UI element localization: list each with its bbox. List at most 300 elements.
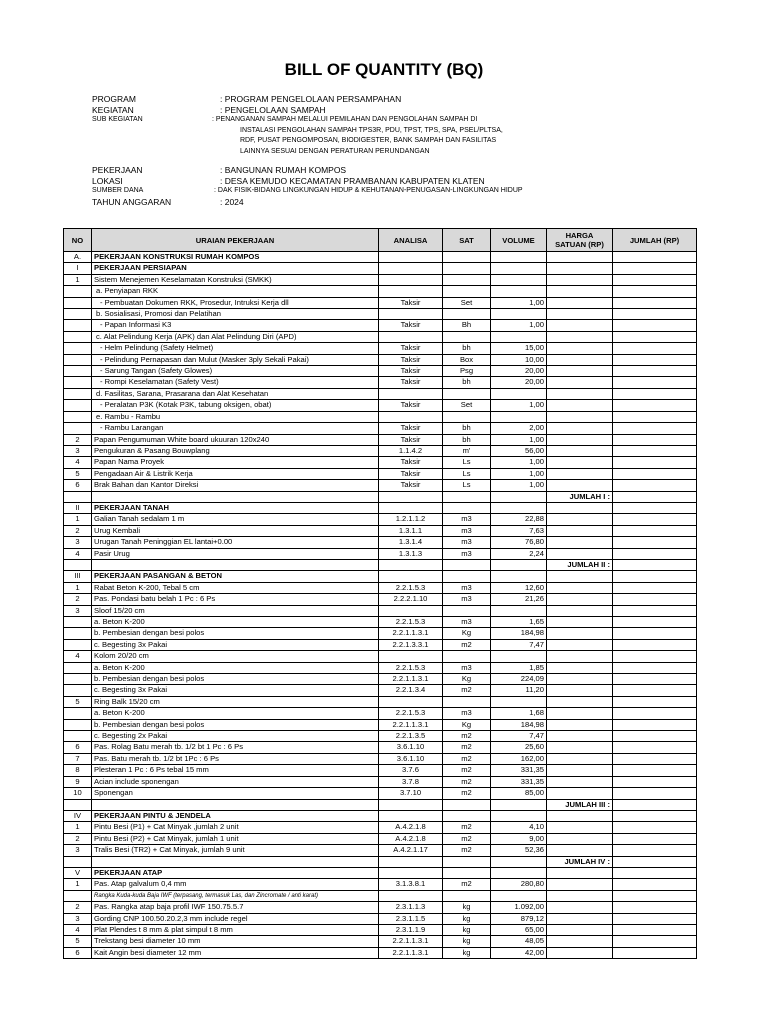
cell-sat: Ls	[443, 468, 491, 479]
cell-sat: kg	[443, 913, 491, 924]
subtotal-label: JUMLAH IV :	[547, 856, 613, 867]
cell-no: 2	[64, 525, 92, 536]
cell-jumlah	[613, 297, 697, 308]
cell-analisa: Taksir	[379, 377, 443, 388]
cell-uraian: Plat Plendes t 8 mm & plat simpul t 8 mm	[92, 924, 379, 935]
table-row	[64, 411, 697, 422]
cell-uraian: a. Penyiapan RKK	[92, 286, 379, 297]
cell-volume: 85,00	[491, 788, 547, 799]
header-jumlah: JUMLAH (RP)	[613, 229, 697, 252]
cell-sat: m2	[443, 788, 491, 799]
subkegiatan-line4: LAINNYA SESUAI DENGAN PERATURAN PERUNDANGAN	[240, 147, 430, 155]
subkegiatan-spacer	[92, 147, 220, 158]
cell-analisa: 2.2.1.1.3.1	[379, 947, 443, 958]
cell-no	[64, 411, 92, 422]
cell-harga-satuan	[547, 651, 613, 662]
subtotal-label: JUMLAH III :	[547, 799, 613, 810]
cell-uraian: c. Begesting 3x Pakai	[92, 639, 379, 650]
cell-analisa: Taksir	[379, 480, 443, 491]
cell-volume: 331,35	[491, 776, 547, 787]
header-no: NO	[64, 229, 92, 252]
cell-analisa: Taksir	[379, 343, 443, 354]
cell-volume	[491, 411, 547, 422]
cell-jumlah	[613, 833, 697, 844]
cell-no: 3	[64, 445, 92, 456]
cell-analisa: 2.2.1.5.3	[379, 708, 443, 719]
cell-volume	[491, 263, 547, 274]
cell-uraian: a. Beton K-200	[92, 617, 379, 628]
cell-sat: Set	[443, 297, 491, 308]
cell-harga-satuan	[547, 913, 613, 924]
cell-analisa: Taksir	[379, 297, 443, 308]
cell-uraian	[92, 856, 379, 867]
table-row	[64, 286, 697, 297]
cell-no: V	[64, 867, 92, 878]
cell-sat: m3	[443, 662, 491, 673]
kegiatan-label: KEGIATAN	[92, 104, 134, 115]
cell-volume: 184,98	[491, 719, 547, 730]
cell-analisa	[379, 411, 443, 422]
cell-no: 3	[64, 845, 92, 856]
cell-no	[64, 639, 92, 650]
cell-uraian: Papan Pengumuman White board ukuuran 120x240	[92, 434, 379, 445]
table-row	[64, 274, 697, 285]
cell-volume: 22,88	[491, 514, 547, 525]
cell-analisa: 1.1.4.2	[379, 445, 443, 456]
cell-uraian: b. Sosialisasi, Promosi dan Pelatihan	[92, 309, 379, 320]
cell-uraian: - Helm Pelindung (Safety Helmet)	[92, 343, 379, 354]
cell-sat	[443, 263, 491, 274]
cell-analisa: 3.1.3.8.1	[379, 879, 443, 890]
cell-jumlah	[613, 822, 697, 833]
cell-jumlah	[613, 537, 697, 548]
cell-uraian: Trekstang besi diameter 10 mm	[92, 936, 379, 947]
cell-sat: bh	[443, 423, 491, 434]
cell-volume	[491, 867, 547, 878]
cell-volume: 331,35	[491, 765, 547, 776]
cell-analisa	[379, 491, 443, 502]
table-row	[64, 480, 697, 491]
cell-uraian: PEKERJAAN TANAH	[92, 502, 379, 513]
cell-volume: 1.092,00	[491, 902, 547, 913]
cell-sat: m2	[443, 833, 491, 844]
cell-uraian: Papan Nama Proyek	[92, 457, 379, 468]
kegiatan-value: : PENGELOLAAN SAMPAH	[220, 104, 326, 115]
cell-harga-satuan	[547, 662, 613, 673]
cell-harga-satuan	[547, 924, 613, 935]
cell-jumlah	[613, 639, 697, 650]
cell-harga-satuan	[547, 833, 613, 844]
cell-volume: 21,26	[491, 594, 547, 605]
cell-sat	[443, 491, 491, 502]
cell-harga-satuan	[547, 400, 613, 411]
cell-volume	[491, 274, 547, 285]
cell-volume: 280,80	[491, 879, 547, 890]
cell-uraian: - Papan Informasi K3	[92, 320, 379, 331]
cell-harga-satuan	[547, 286, 613, 297]
cell-harga-satuan	[547, 639, 613, 650]
cell-no: 3	[64, 913, 92, 924]
cell-uraian: Acian include sponengan	[92, 776, 379, 787]
cell-analisa	[379, 799, 443, 810]
sumber-dana-label: SUMBER DANA	[92, 187, 144, 194]
cell-harga-satuan	[547, 274, 613, 285]
cell-uraian: PEKERJAAN KONSTRUKSI RUMAH KOMPOS	[92, 252, 379, 263]
cell-jumlah	[613, 377, 697, 388]
cell-volume: 15,00	[491, 343, 547, 354]
table-row	[64, 947, 697, 958]
cell-sat	[443, 286, 491, 297]
cell-harga-satuan	[547, 867, 613, 878]
cell-no: 1	[64, 514, 92, 525]
cell-harga-satuan	[547, 936, 613, 947]
cell-no	[64, 708, 92, 719]
cell-no	[64, 719, 92, 730]
cell-jumlah	[613, 890, 697, 901]
cell-jumlah	[613, 924, 697, 935]
cell-jumlah	[613, 605, 697, 616]
info-tahun	[92, 197, 752, 208]
cell-volume	[491, 890, 547, 901]
cell-volume	[491, 651, 547, 662]
cell-sat	[443, 559, 491, 570]
subtotal-label: JUMLAH I :	[547, 491, 613, 502]
table-row	[64, 890, 697, 901]
table-row	[64, 742, 697, 753]
cell-harga-satuan	[547, 628, 613, 639]
cell-volume: 12,60	[491, 582, 547, 593]
cell-jumlah	[613, 411, 697, 422]
cell-uraian: c. Begesting 2x Pakai	[92, 731, 379, 742]
cell-sat	[443, 651, 491, 662]
cell-sat: Bh	[443, 320, 491, 331]
cell-harga-satuan	[547, 263, 613, 274]
cell-volume: 1,00	[491, 320, 547, 331]
cell-no	[64, 400, 92, 411]
cell-no: 1	[64, 582, 92, 593]
cell-uraian: b. Pembesian dengan besi polos	[92, 628, 379, 639]
cell-volume	[491, 502, 547, 513]
cell-no	[64, 366, 92, 377]
cell-volume: 7,63	[491, 525, 547, 536]
cell-harga-satuan	[547, 434, 613, 445]
cell-analisa	[379, 571, 443, 582]
cell-uraian: Kait Angin besi diameter 12 mm	[92, 947, 379, 958]
cell-sat: m3	[443, 617, 491, 628]
cell-no: 8	[64, 765, 92, 776]
cell-no	[64, 331, 92, 342]
subkegiatan-label: SUB KEGIATAN	[92, 116, 143, 123]
cell-jumlah	[613, 559, 697, 570]
table-row	[64, 297, 697, 308]
header-analisa: ANALISA	[379, 229, 443, 252]
cell-sat: m3	[443, 537, 491, 548]
cell-uraian	[92, 559, 379, 570]
cell-sat	[443, 571, 491, 582]
cell-jumlah	[613, 400, 697, 411]
cell-harga-satuan	[547, 822, 613, 833]
table-row	[64, 354, 697, 365]
cell-volume	[491, 799, 547, 810]
cell-jumlah	[613, 502, 697, 513]
cell-jumlah	[613, 354, 697, 365]
cell-uraian: PEKERJAAN PERSIAPAN	[92, 263, 379, 274]
cell-no: IV	[64, 810, 92, 821]
cell-sat	[443, 810, 491, 821]
cell-sat: m3	[443, 708, 491, 719]
table-row	[64, 423, 697, 434]
cell-volume: 1,85	[491, 662, 547, 673]
cell-analisa: 2.3.1.1.5	[379, 913, 443, 924]
cell-sat: m3	[443, 548, 491, 559]
cell-jumlah	[613, 582, 697, 593]
cell-sat	[443, 388, 491, 399]
cell-analisa: 2.2.1.1.3.1	[379, 936, 443, 947]
cell-jumlah	[613, 742, 697, 753]
table-row	[64, 343, 697, 354]
cell-no	[64, 685, 92, 696]
cell-volume: 65,00	[491, 924, 547, 935]
subtotal-row	[64, 799, 697, 810]
cell-uraian: Tralis Besi (TR2) + Cat Minyak, jumlah 9 unit	[92, 845, 379, 856]
cell-volume: 1,00	[491, 434, 547, 445]
info-subkegiatan-line4	[92, 147, 752, 158]
cell-jumlah	[613, 674, 697, 685]
table-row	[64, 388, 697, 399]
cell-analisa: 3.7.8	[379, 776, 443, 787]
cell-volume: 7,47	[491, 639, 547, 650]
table-row	[64, 788, 697, 799]
cell-no: 2	[64, 833, 92, 844]
cell-analisa	[379, 252, 443, 263]
subkegiatan-line2: INSTALASI PENGOLAHAN SAMPAH TPS3R, PDU, TPST, TPS, SPA, PSEL/PLTSA,	[240, 126, 503, 134]
table-row	[64, 366, 697, 377]
cell-analisa: A.4.2.1.8	[379, 833, 443, 844]
cell-harga-satuan	[547, 765, 613, 776]
cell-jumlah	[613, 309, 697, 320]
cell-no: 10	[64, 788, 92, 799]
table-row	[64, 662, 697, 673]
cell-volume	[491, 286, 547, 297]
cell-no	[64, 491, 92, 502]
cell-sat	[443, 890, 491, 901]
cell-no: 4	[64, 924, 92, 935]
table-row	[64, 628, 697, 639]
cell-no	[64, 617, 92, 628]
cell-analisa	[379, 286, 443, 297]
table-row	[64, 537, 697, 548]
cell-sat: Set	[443, 400, 491, 411]
subkegiatan-spacer	[92, 126, 220, 137]
cell-harga-satuan	[547, 696, 613, 707]
table-row	[64, 525, 697, 536]
cell-uraian: - Pembuatan Dokumen RKK, Prosedur, Intruksi Kerja dll	[92, 297, 379, 308]
cell-jumlah	[613, 788, 697, 799]
cell-jumlah	[613, 765, 697, 776]
cell-harga-satuan	[547, 320, 613, 331]
cell-jumlah	[613, 731, 697, 742]
cell-no	[64, 309, 92, 320]
cell-sat	[443, 411, 491, 422]
project-info	[92, 94, 752, 207]
cell-uraian: Pas. Pondasi batu belah 1 Pc : 6 Ps	[92, 594, 379, 605]
cell-harga-satuan	[547, 571, 613, 582]
cell-jumlah	[613, 617, 697, 628]
cell-sat: bh	[443, 377, 491, 388]
cell-no	[64, 662, 92, 673]
cell-no: 2	[64, 902, 92, 913]
cell-no	[64, 799, 92, 810]
table-row	[64, 810, 697, 821]
cell-no: 6	[64, 742, 92, 753]
table-row	[64, 685, 697, 696]
cell-jumlah	[613, 685, 697, 696]
cell-jumlah	[613, 708, 697, 719]
cell-no: I	[64, 263, 92, 274]
cell-analisa: A.4.2.1.17	[379, 845, 443, 856]
cell-sat: m3	[443, 594, 491, 605]
table-header-row	[64, 229, 697, 252]
cell-harga-satuan	[547, 514, 613, 525]
cell-jumlah	[613, 286, 697, 297]
cell-analisa: 1.3.1.1	[379, 525, 443, 536]
cell-harga-satuan	[547, 388, 613, 399]
cell-harga-satuan	[547, 537, 613, 548]
cell-volume: 42,00	[491, 947, 547, 958]
cell-sat: m3	[443, 582, 491, 593]
cell-uraian: d. Fasilitas, Sarana, Prasarana dan Alat Kesehatan	[92, 388, 379, 399]
lokasi-label: LOKASI	[92, 175, 123, 186]
cell-jumlah	[613, 468, 697, 479]
cell-no	[64, 286, 92, 297]
cell-jumlah	[613, 331, 697, 342]
cell-analisa	[379, 890, 443, 901]
info-subkegiatan-line3	[92, 136, 752, 147]
cell-jumlah	[613, 252, 697, 263]
cell-volume	[491, 605, 547, 616]
cell-analisa: 3.7.10	[379, 788, 443, 799]
cell-uraian: Ring Balk 15/20 cm	[92, 696, 379, 707]
cell-jumlah	[613, 491, 697, 502]
cell-harga-satuan	[547, 708, 613, 719]
cell-volume	[491, 696, 547, 707]
cell-analisa: 2.2.1.3.3.1	[379, 639, 443, 650]
cell-jumlah	[613, 936, 697, 947]
cell-volume: 224,09	[491, 674, 547, 685]
cell-volume: 48,05	[491, 936, 547, 947]
bq-table	[63, 228, 697, 959]
cell-harga-satuan	[547, 252, 613, 263]
cell-harga-satuan	[547, 605, 613, 616]
table-row	[64, 617, 697, 628]
cell-harga-satuan	[547, 719, 613, 730]
table-row	[64, 457, 697, 468]
info-subkegiatan-line2	[92, 126, 752, 137]
cell-analisa: Taksir	[379, 400, 443, 411]
cell-jumlah	[613, 947, 697, 958]
tahun-value: : 2024	[220, 196, 244, 207]
cell-no: 2	[64, 434, 92, 445]
cell-analisa: 3.6.1.10	[379, 753, 443, 764]
cell-uraian: b. Pembesian dengan besi polos	[92, 674, 379, 685]
cell-analisa	[379, 263, 443, 274]
cell-harga-satuan	[547, 685, 613, 696]
cell-uraian	[92, 491, 379, 502]
cell-uraian: Pas. Rangka atap baja profil IWF 150.75.5.7	[92, 902, 379, 913]
table-row	[64, 753, 697, 764]
table-row	[64, 867, 697, 878]
pekerjaan-label: PEKERJAAN	[92, 165, 143, 175]
cell-no: 7	[64, 753, 92, 764]
program-value: : PROGRAM PENGELOLAAN PERSAMPAHAN	[220, 94, 402, 104]
cell-sat: m2	[443, 731, 491, 742]
cell-uraian: Urugan Tanah Peninggian EL lantai+0.00	[92, 537, 379, 548]
cell-harga-satuan	[547, 343, 613, 354]
table-row	[64, 434, 697, 445]
cell-uraian: b. Pembesian dengan besi polos	[92, 719, 379, 730]
cell-sat: kg	[443, 924, 491, 935]
cell-jumlah	[613, 810, 697, 821]
cell-uraian: PEKERJAAN PASANGAN & BETON	[92, 571, 379, 582]
cell-sat: kg	[443, 902, 491, 913]
cell-harga-satuan	[547, 594, 613, 605]
cell-volume: 76,80	[491, 537, 547, 548]
table-row	[64, 822, 697, 833]
cell-uraian: Pasir Urug	[92, 548, 379, 559]
cell-no: 6	[64, 947, 92, 958]
cell-uraian: - Peralatan P3K (Kotak P3K, tabung oksigen, obat)	[92, 400, 379, 411]
cell-harga-satuan	[547, 947, 613, 958]
cell-no	[64, 559, 92, 570]
table-row	[64, 674, 697, 685]
cell-analisa	[379, 559, 443, 570]
cell-no: 9	[64, 776, 92, 787]
cell-analisa: 2.2.1.1.3.1	[379, 719, 443, 730]
cell-harga-satuan	[547, 674, 613, 685]
cell-jumlah	[613, 366, 697, 377]
cell-analisa	[379, 502, 443, 513]
subkegiatan-spacer	[92, 136, 220, 147]
cell-no	[64, 377, 92, 388]
cell-jumlah	[613, 719, 697, 730]
table-row	[64, 902, 697, 913]
cell-harga-satuan	[547, 445, 613, 456]
cell-sat: m3	[443, 525, 491, 536]
cell-no: 5	[64, 468, 92, 479]
table-row	[64, 913, 697, 924]
cell-volume	[491, 252, 547, 263]
table-row	[64, 765, 697, 776]
cell-volume: 879,12	[491, 913, 547, 924]
cell-no: 4	[64, 548, 92, 559]
cell-sat	[443, 502, 491, 513]
cell-uraian: PEKERJAAN PINTU & JENDELA	[92, 810, 379, 821]
cell-uraian: Rangka Kuda-kuda Baja IWF (terpasang, termasuk Las, dan Zincromate / anti karat)	[92, 890, 379, 901]
cell-volume: 1,65	[491, 617, 547, 628]
cell-volume: 25,60	[491, 742, 547, 753]
cell-no	[64, 628, 92, 639]
cell-volume	[491, 309, 547, 320]
cell-analisa	[379, 388, 443, 399]
cell-harga-satuan	[547, 457, 613, 468]
cell-jumlah	[613, 457, 697, 468]
cell-jumlah	[613, 799, 697, 810]
cell-analisa	[379, 605, 443, 616]
table-row	[64, 331, 697, 342]
table-row	[64, 651, 697, 662]
cell-uraian: Urug Kembali	[92, 525, 379, 536]
cell-volume: 162,00	[491, 753, 547, 764]
